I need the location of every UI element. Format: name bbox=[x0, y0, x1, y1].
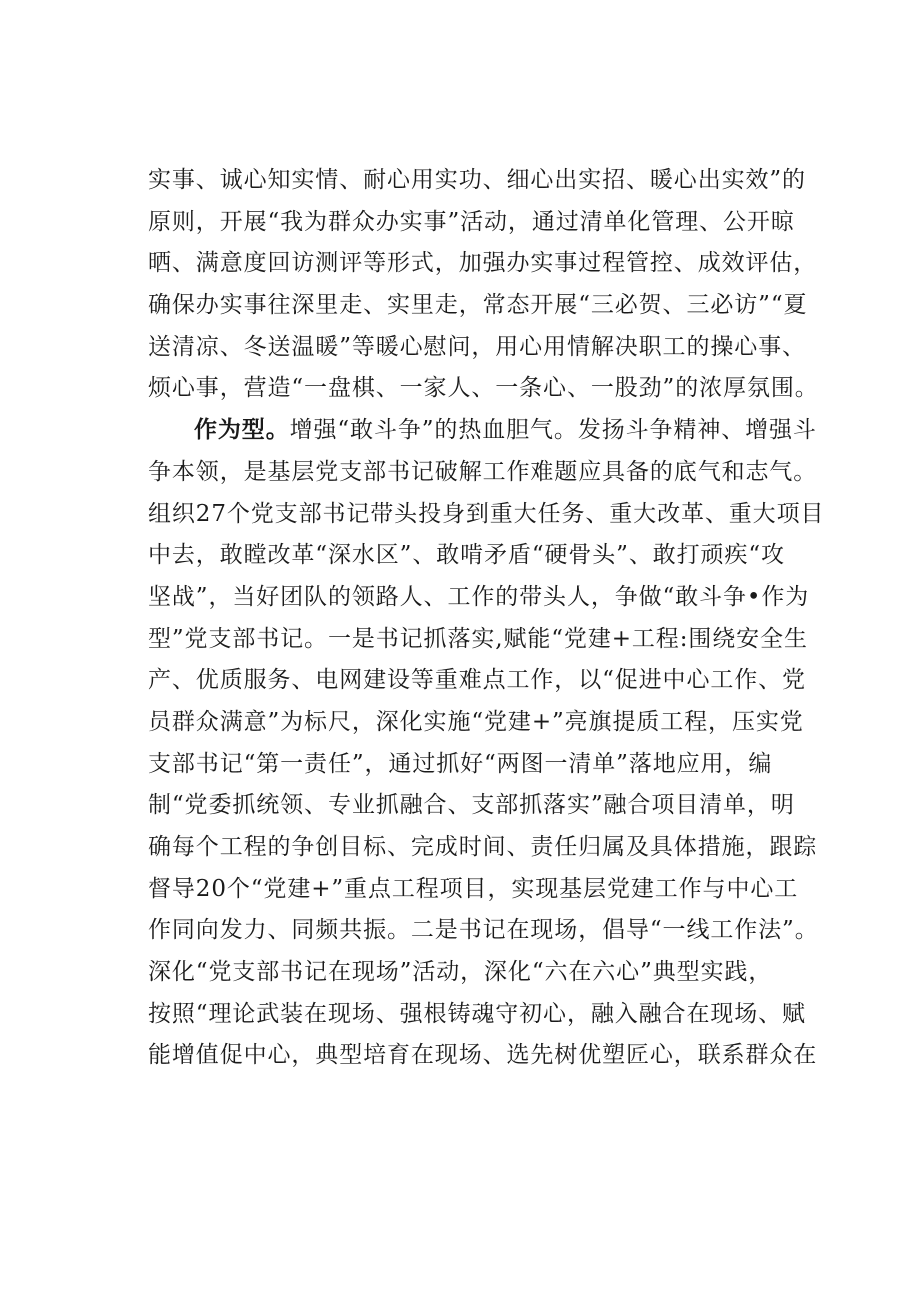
paragraph-2-line: 中去，敢瞠改革“深水区”、敢啃矛盾“硬骨头”、敢打顽疾“攻 bbox=[148, 542, 785, 569]
paragraph-1-line: 原则，开展“我为群众办实事”活动，通过清单化管理、公开晾 bbox=[148, 208, 795, 235]
paragraph-2-line: 作同向发力、同频共振。二是书记在现场，倡导“一线工作法”。 bbox=[148, 917, 819, 944]
paragraph-2-line: 督导20个“党建+”重点工程项目，实现基层党建工作与中心工 bbox=[148, 875, 799, 902]
paragraph-2-line: 能增值促中心，典型培育在现场、选先树优塑匠心，联系群众在 bbox=[148, 1042, 818, 1069]
paragraph-2-line: 按照“理论武装在现场、强根铸魂守初心，融入融合在现场、赋 bbox=[148, 1000, 806, 1027]
paragraph-2-line: 型”党支部书记。一是书记抓落实,赋能“党建+工程:围绕安全生 bbox=[148, 625, 808, 652]
paragraph-2-line: 深化“党支部书记在现场”活动，深化“六在六心”典型实践， bbox=[148, 959, 773, 986]
body-text bbox=[148, 160, 825, 1077]
paragraph-2-line: 产、优质服务、电网建设等重难点工作，以“促进中心工作、党 bbox=[148, 667, 806, 694]
paragraph-1-line: 烦心事，营造“一盘棋、一家人、一条心、一股劲”的浓厚氛围。 bbox=[148, 375, 819, 402]
paragraph-2-line: 组织27个党支部书记带头投身到重大任务、重大改革、重大项目 bbox=[148, 500, 825, 527]
paragraph-2-line: 确每个工程的争创目标、完成时间、责任归属及具体措施，跟踪 bbox=[148, 834, 818, 860]
paragraph-2-first-line bbox=[148, 410, 817, 452]
paragraph-1-line: 确保办实事往深里走、实里走，常态开展“三必贺、三必访”“夏 bbox=[148, 292, 808, 319]
paragraph-1-line: 晒、满意度回访测评等形式，加强办实事过程管控、成效评估， bbox=[148, 250, 818, 277]
paragraph-1-line: 送清凉、冬送温暖”等暖心慰问，用心用情解决职工的操心事、 bbox=[148, 333, 806, 360]
paragraph-2-line: 坚战”，当好团队的领路人、工作的带头人，争做“敢斗争•作为 bbox=[148, 583, 810, 610]
paragraph-1-line: 实事、诚心知实情、耐心用实功、细心出实招、暖心出实效”的 bbox=[148, 167, 806, 193]
section-heading: 作为型。 bbox=[194, 417, 290, 444]
paragraph-2-line: 员群众满意”为标尺，深化实施“党建+”亮旗提质工程，压实党 bbox=[148, 708, 804, 735]
paragraph-2-first-line-text: 增强“敢斗争”的热血胆气。发扬斗争精神、增强斗 bbox=[289, 417, 817, 444]
paragraph-2-line: 制“党委抓统领、专业抓融合、支部抓落实”融合项目清单，明 bbox=[148, 792, 795, 819]
paragraph-2-line: 争本领，是基层党支部书记破解工作难题应具备的底气和志气。 bbox=[148, 458, 818, 485]
paragraph-2-line: 支部书记“第一责任”，通过抓好“两图一清单”落地应用，编 bbox=[148, 750, 773, 777]
